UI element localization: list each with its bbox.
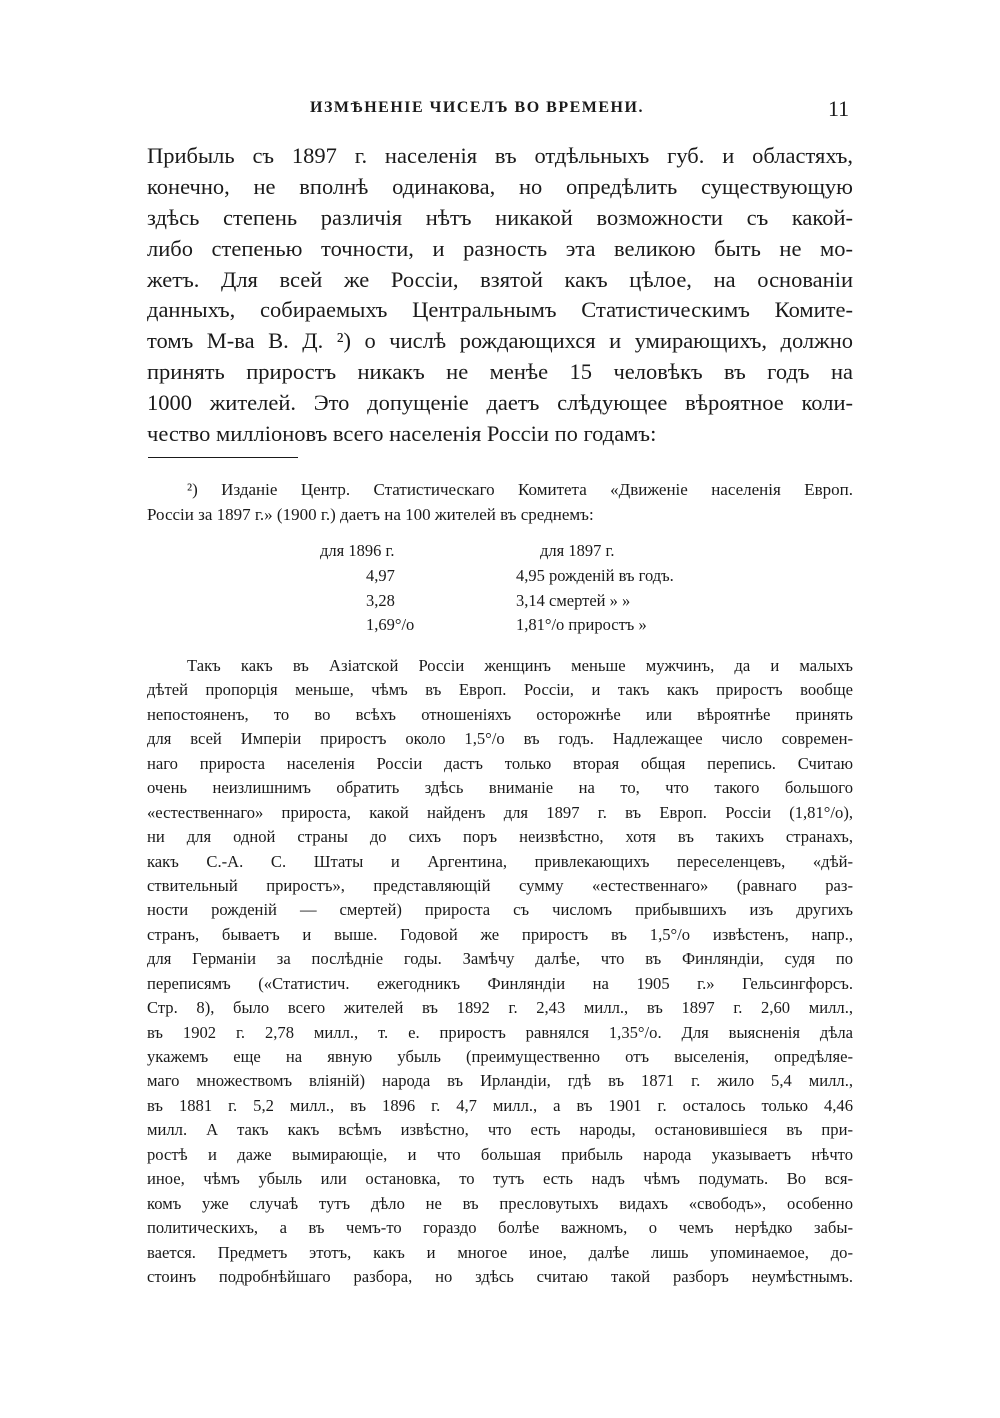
- text-line: чество милліоновъ всего населенія Россіи по годамъ:: [147, 421, 657, 447]
- text-line: здѣсь степень различія нѣтъ никакой возможности съ какой-: [147, 204, 853, 230]
- table-cell-1897: 4,95 рожденій въ годъ.: [516, 565, 674, 585]
- text-line: либо степенью точности, и разность эта великою быть не мо-: [147, 235, 853, 261]
- text-line: конечно, не вполнѣ одинакова, но опредѣлить существующую: [147, 173, 853, 199]
- note-line: милл. А такъ какъ всѣмъ извѣстно, что есть народы, остановившіеся въ при-: [147, 1120, 853, 1140]
- text-line: 1000 жителей. Это допущеніе даетъ слѣдующее вѣроятное коли-: [147, 390, 853, 416]
- note-line: ростѣ и даже вымирающіе, и что большая прибыль народа указываетъ нѣчто: [147, 1144, 853, 1164]
- note-line: Такъ какъ въ Азіатской Россіи женщинъ меньше мужчинъ, да и малыхъ: [187, 656, 853, 675]
- note-line: непостояненъ, то во всѣхъ отношеніяхъ осторожнѣе или вѣроятнѣе принять: [147, 704, 853, 724]
- table-cell-1897: 1,81°/о приростъ »: [516, 615, 647, 635]
- small-print-paragraph: [147, 654, 853, 1289]
- note-line: Стр. 8), было всего жителей въ 1892 г. 2,43 милл., въ 1897 г. 2,60 милл.,: [147, 998, 853, 1018]
- note-line: ни для одной страны до сихъ поръ неизвѣстно, хотя въ такихъ странахъ,: [147, 827, 853, 847]
- note-line: вается. Предметъ этотъ, какъ и многое иное, далѣе лишь упоминаемое, до-: [147, 1242, 853, 1262]
- running-head: ИЗМѢНЕНІЕ ЧИСЕЛЪ ВО ВРЕМЕНИ.: [310, 99, 644, 116]
- note-line: политическихъ, а въ чемъ-то гораздо болѣе важномъ, о чемъ нерѣдко забы-: [147, 1218, 853, 1238]
- note-line: «естественнаго» прироста, какой найденъ для 1897 г. въ Европ. Россіи (1,81°/о),: [147, 802, 853, 822]
- note-line: въ 1881 г. 5,2 милл., въ 1896 г. 4,7 милл., а въ 1901 г. осталось только 4,46: [147, 1095, 853, 1115]
- text-line: принять приростъ никакъ не менѣе 15 человѣкъ въ годъ на: [147, 359, 853, 385]
- note-line: какъ С.-А. С. Штаты и Аргентина, привлекающихъ переселенцевъ, «дѣй-: [147, 851, 853, 871]
- main-paragraph: [147, 141, 853, 450]
- note-line: иное, чѣмъ убыль или остановка, то тутъ есть надъ чѣмъ подумать. Во вся-: [147, 1169, 853, 1189]
- note-line: стоинъ подробнѣйшаго разбора, но здѣсь считаю такой разборъ неумѣстнымъ.: [147, 1266, 853, 1286]
- note-line: для всей Имперіи приростъ около 1,5°/о въ годъ. Надлежащее число современ-: [147, 729, 853, 749]
- note-line: очень неизлишнимъ обратить здѣсь вниманіе на то, что такого большого: [147, 778, 853, 798]
- footnote-line: ²) Изданіе Центр. Статистическаго Комитета «Движеніе населенія Европ.: [187, 480, 853, 499]
- note-line: маго множествомъ вліяній) народа въ Ирландіи, гдѣ въ 1871 г. жило 5,4 милл.,: [147, 1071, 853, 1091]
- footnote: [147, 478, 853, 527]
- note-line: переписямъ («Статистич. ежегодникъ Финляндіи на 1905 г.» Гельсингфорсъ.: [147, 973, 853, 993]
- table-cell-1896: 1,69°/о: [366, 615, 415, 635]
- table-cell-1896: 3,28: [366, 590, 395, 610]
- note-line: странъ, бываетъ и выше. Годовой же приростъ въ 1,5°/о извѣстенъ, напр.,: [147, 924, 853, 944]
- note-line: дѣтей пропорція меньше, чѣмъ въ Европ. Россіи, и такъ какъ приростъ вообще: [147, 680, 853, 700]
- text-line: Прибыль съ 1897 г. населенія въ отдѣльныхъ губ. и областяхъ,: [147, 143, 853, 168]
- note-line: наго прироста населенія Россіи дастъ только вторая общая перепись. Считаю: [147, 753, 853, 773]
- column-header-1896: для 1896 г.: [320, 541, 395, 560]
- footnote-divider: [148, 457, 298, 458]
- table-cell-1897: 3,14 смертей » »: [516, 590, 631, 610]
- footnote-line: Россіи за 1897 г.» (1900 г.) даетъ на 100 жителей въ среднемъ:: [147, 504, 594, 524]
- text-line: жетъ. Для всей же Россіи, взятой какъ цѣлое, на основаніи: [147, 266, 853, 292]
- note-line: комъ уже случаѣ тутъ дѣло не въ пресловутыхъ видахъ «свободъ», особенно: [147, 1193, 853, 1213]
- table-cell-1896: 4,97: [366, 565, 395, 585]
- text-line: томъ М-ва В. Д. ²) о числѣ рождающихся и умирающихъ, должно: [147, 328, 853, 354]
- text-line: данныхъ, собираемыхъ Центральнымъ Статистическимъ Комите-: [147, 297, 853, 323]
- note-line: въ 1902 г. 2,78 милл., т. е. приростъ равнялся 1,35°/о. Для выясненія дѣла: [147, 1022, 853, 1042]
- page-number: 11: [828, 96, 850, 121]
- column-header-1897: для 1897 г.: [540, 541, 615, 560]
- note-line: для Германіи за послѣдніе годы. Замѣчу далѣе, что въ Финляндіи, судя по: [147, 949, 853, 969]
- note-line: ности рожденій — смертей) прироста съ числомъ прибывшихъ изъ другихъ: [147, 900, 853, 920]
- note-line: ствительный приростъ», представляющій сумму «естественнаго» (равнаго раз-: [147, 875, 853, 895]
- note-line: укажемъ еще на явную убыль (преимущественно отъ выселенія, опредѣляе-: [147, 1047, 853, 1066]
